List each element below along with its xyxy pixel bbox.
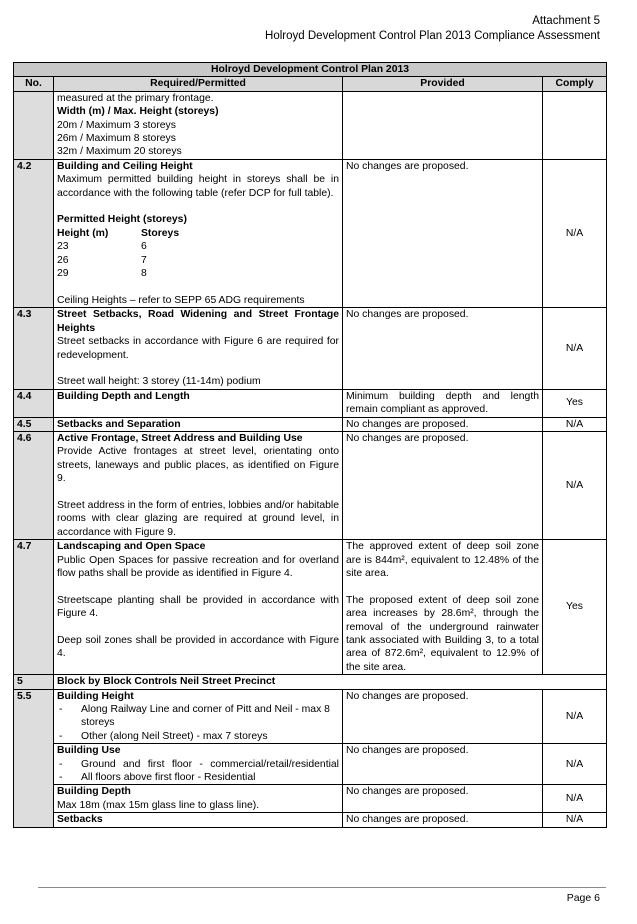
paragraph: Provide Active frontages at street level, orientating onto streets, laneways and public places, as identified on Figure 9. xyxy=(57,446,339,485)
subheading: Width (m) / Max. Height (storeys) xyxy=(57,106,219,118)
table-row xyxy=(14,785,607,813)
paragraph: Ceiling Heights – refer to SEPP 65 ADG requirements xyxy=(57,294,305,306)
height-table-header xyxy=(57,227,339,240)
row-no xyxy=(14,91,54,159)
text-line: 26m / Maximum 8 storeys xyxy=(57,133,176,145)
table-row xyxy=(14,675,607,689)
height-table-row xyxy=(57,240,339,253)
table-row xyxy=(14,91,607,159)
paragraph: Streetscape planting shall be provided in accordance with Figure 4. xyxy=(57,594,339,620)
attachment-label: Attachment 5 xyxy=(532,15,600,27)
table-row xyxy=(14,689,607,744)
col-header-comply: Comply xyxy=(543,77,607,91)
row-provided: No changes are proposed. xyxy=(343,159,543,307)
row-comply: N/A xyxy=(543,159,607,307)
table-row xyxy=(14,744,607,785)
height-table-row xyxy=(57,254,339,267)
row-heading: Building Use xyxy=(57,745,121,757)
row-required xyxy=(54,785,343,813)
row-provided: No changes are proposed. xyxy=(343,744,543,785)
row-heading: Building Depth and Length xyxy=(57,390,190,402)
row-provided: No changes are proposed. xyxy=(343,308,543,389)
paragraph: Max 18m (max 15m glass line to glass line). xyxy=(57,799,260,811)
paragraph: Street setbacks in accordance with Figure 6 are required for redevelopment. xyxy=(57,336,339,361)
row-heading: Active Frontage, Street Address and Building Use xyxy=(57,432,303,444)
row-no: 5 xyxy=(14,675,54,689)
row-no: 4.5 xyxy=(14,417,54,431)
list-item: - Other (along Neil Street) - max 7 storeys xyxy=(57,730,339,743)
height-value: 26 xyxy=(57,254,69,266)
paragraph: Maximum permitted building height in storeys shall be in accordance with the following table (refer DCP for full table). xyxy=(57,174,339,199)
table-title: Holroyd Development Control Plan 2013 xyxy=(14,63,607,77)
table-row xyxy=(14,813,607,827)
row-comply: Yes xyxy=(543,389,607,417)
row-comply xyxy=(543,91,607,159)
row-comply: N/A xyxy=(543,689,607,744)
document-title: Holroyd Development Control Plan 2013 Compliance Assessment xyxy=(265,30,600,42)
text-line: 32m / Maximum 20 storeys xyxy=(57,146,182,158)
row-no: 5.5 xyxy=(14,689,54,827)
row-required xyxy=(54,308,343,389)
paragraph: Street address in the form of entries, lobbies and/or habitable rooms with clear glazing are required at ground level, in accordance with Figure 9. xyxy=(57,499,339,538)
list-item: - Ground and first floor - commercial/retail/residential xyxy=(57,758,339,771)
subheading: Permitted Height (storeys) xyxy=(57,214,187,226)
row-heading: Setbacks and Separation xyxy=(57,418,181,430)
table-row xyxy=(14,417,607,431)
row-provided: No changes are proposed. xyxy=(343,689,543,744)
row-provided: No changes are proposed. xyxy=(343,417,543,431)
row-heading: Building Height xyxy=(57,690,134,702)
document-header xyxy=(265,14,600,44)
row-provided: No changes are proposed. xyxy=(343,813,543,827)
row-comply: N/A xyxy=(543,744,607,785)
storeys-value: 8 xyxy=(141,268,147,280)
col-header-required: Required/Permitted xyxy=(54,77,343,91)
paragraph: Street wall height: 3 storey (11-14m) podium xyxy=(57,376,261,388)
row-no: 4.7 xyxy=(14,540,54,675)
row-provided: Minimum building depth and length remain compliant as approved. xyxy=(343,389,543,417)
row-comply: N/A xyxy=(543,813,607,827)
row-heading: Street Setbacks, Road Widening and Street Frontage Heights xyxy=(57,309,339,334)
storeys-value: 7 xyxy=(141,254,147,266)
paragraph: Deep soil zones shall be provided in accordance with Figure 4. xyxy=(57,634,339,660)
row-required xyxy=(54,813,343,827)
row-no: 4.2 xyxy=(14,159,54,307)
compliance-table xyxy=(13,62,607,828)
row-comply: N/A xyxy=(543,417,607,431)
height-value: 29 xyxy=(57,268,69,280)
row-comply: Yes xyxy=(543,540,607,675)
height-value: 23 xyxy=(57,241,69,253)
row-required xyxy=(54,159,343,307)
table-header-row xyxy=(14,77,607,91)
dash-list xyxy=(57,703,339,743)
row-comply: N/A xyxy=(543,308,607,389)
row-required xyxy=(54,91,343,159)
height-table-row xyxy=(57,267,339,280)
paragraph: The approved extent of deep soil zone are is 844m², equivalent to 12.48% of the site area. xyxy=(346,541,539,579)
footer-divider xyxy=(38,887,606,888)
row-required xyxy=(54,540,343,675)
list-item: - Along Railway Line and corner of Pitt and Neil - max 8 storeys xyxy=(57,703,339,730)
list-item: - All floors above first floor - Residential xyxy=(57,771,339,784)
row-provided: No changes are proposed. xyxy=(343,431,543,539)
height-col-label: Height (m) xyxy=(57,227,109,239)
row-required xyxy=(54,744,343,785)
row-heading: Building Depth xyxy=(57,786,131,798)
row-required xyxy=(54,389,343,417)
row-heading: Block by Block Controls Neil Street Precinct xyxy=(57,676,276,688)
col-header-provided: Provided xyxy=(343,77,543,91)
storeys-col-label: Storeys xyxy=(141,227,180,239)
row-provided: No changes are proposed. xyxy=(343,785,543,813)
row-heading: Building and Ceiling Height xyxy=(57,160,193,172)
row-provided xyxy=(343,540,543,675)
row-required xyxy=(54,689,343,744)
page-number: Page 6 xyxy=(566,892,600,904)
row-no: 4.6 xyxy=(14,431,54,539)
table-row xyxy=(14,389,607,417)
text-line: measured at the primary frontage. xyxy=(57,92,214,104)
row-heading: Landscaping and Open Space xyxy=(57,541,206,553)
text-line: 20m / Maximum 3 storeys xyxy=(57,119,176,131)
section-heading xyxy=(54,675,607,689)
col-header-no: No. xyxy=(14,77,54,91)
row-provided xyxy=(343,91,543,159)
table-row xyxy=(14,540,607,675)
row-comply: N/A xyxy=(543,785,607,813)
table-row xyxy=(14,308,607,389)
paragraph: Public Open Spaces for passive recreation and for overland flow paths shall be provide as identified in Figure 4. xyxy=(57,554,339,579)
row-no: 4.3 xyxy=(14,308,54,389)
dash-list xyxy=(57,758,339,785)
storeys-value: 6 xyxy=(141,241,147,253)
row-required xyxy=(54,431,343,539)
table-title-row xyxy=(14,63,607,77)
table-row xyxy=(14,431,607,539)
row-comply: N/A xyxy=(543,431,607,539)
row-required xyxy=(54,417,343,431)
table-row xyxy=(14,159,607,307)
row-no: 4.4 xyxy=(14,389,54,417)
row-heading: Setbacks xyxy=(57,814,103,826)
paragraph: The proposed extent of deep soil zone area increases by 28.6m², through the removal of the underground rainwater tank associated with Building 3, to a total area of 872.6m², equivalent to 12.9% of the site area. xyxy=(346,594,539,673)
